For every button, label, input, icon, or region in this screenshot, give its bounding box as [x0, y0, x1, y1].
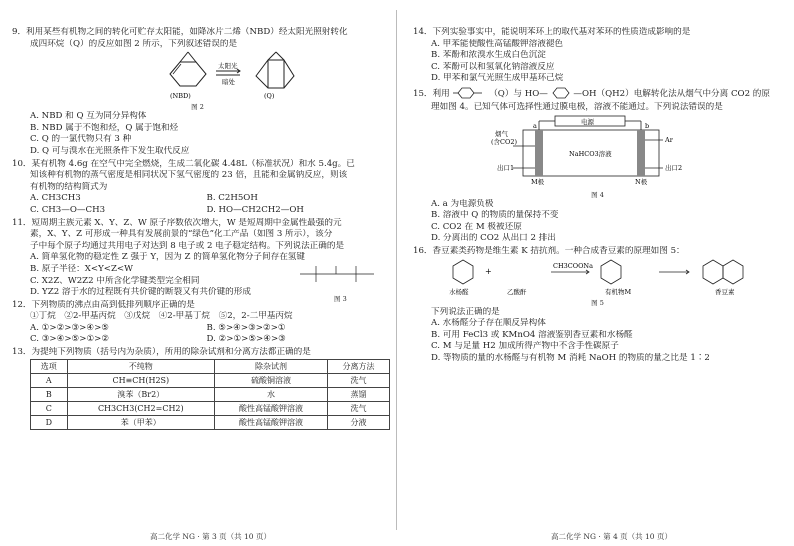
q15-option-c: C. CO2 在 M 极被还原 [431, 221, 522, 232]
q14-stem: 14．下列实验事实中，能说明苯环上的取代基对苯环的性质造成影响的是 [413, 27, 691, 37]
q14-option-d: D. 甲苯和氯气光照生成甲基环己烷 [431, 73, 564, 84]
outlet-1: 出口1 [497, 163, 515, 172]
table-cell: 酸性高锰酸钾溶液 [215, 415, 328, 429]
salicylaldehyde-ring [453, 260, 473, 284]
q14-option-a: A. 甲苯能使酸性高锰酸钾溶液褪色 [431, 38, 563, 49]
q13-stem: 13．为提纯下列物质（括号内为杂质），所用的除杂试剂和分离方法都正确的是 [12, 347, 311, 358]
table-row [31, 373, 390, 387]
q16-lead: 下列说法正确的是 [431, 306, 500, 317]
q14-option-c: C. 苯酚可以和氢氧化钠溶液反应 [431, 61, 555, 72]
salicylaldehyde-label: 水杨醛 [449, 287, 469, 296]
figure-4-caption: 图 4 [591, 190, 604, 199]
coumarin-label: 香豆素 [715, 287, 735, 296]
nbd-label: (NBD) [170, 92, 191, 101]
table-row [31, 401, 390, 415]
q11-stem-2: 素，X、Y、Z 可形成一种具有发展前景的“绿色”化工产品（如图 3 所示），该分 [30, 229, 333, 240]
table-row [31, 387, 390, 401]
power-label: 电源 [581, 117, 594, 126]
right-page [397, 0, 794, 546]
q16-stem: 16．香豆素类药物是维生素 K 拮抗剂。一种合成香豆素的原理如图 5： [413, 245, 685, 256]
q10-stem-2: 知该种有机物的蒸气密度是相同状况下氢气密度的 23 倍，且能和金属钠反应，则该 [30, 170, 348, 181]
q12-items: ①丁烷 ②2-甲基丙烷 ③戊烷 ④2-甲基丁烷 ⑤2，2-二甲基丙烷 [30, 311, 293, 322]
compound-m-ring [601, 260, 621, 284]
figure-4 [413, 114, 783, 190]
q13-table [30, 359, 390, 430]
q11-option-d: D. YZ2 溶于水的过程既有共价键的断裂又有共价键的形成 [30, 287, 251, 298]
table-cell: D [31, 415, 68, 429]
arrow-bottom-label: 暗处 [222, 78, 235, 87]
table-cell: 水 [215, 387, 328, 401]
arrow-top-label: 太阳光 [218, 62, 238, 71]
coumarin-ring-2 [723, 260, 743, 284]
q15-stem-2: 理如图 4。已知气体可选择性通过膜电极，溶液不能通过。下列说法错误的是 [431, 101, 723, 112]
q-label: (Q) [264, 92, 275, 101]
figure-2-caption: 图 2 [191, 103, 204, 112]
q15-option-d: D. 分离出的 CO2 从出口 2 排出 [431, 233, 556, 244]
q10-option-c: C. CH3—O—CH3 [30, 204, 106, 215]
q11-option-b: B. 原子半径：X<Y<Z<W [30, 263, 133, 274]
n-electrode-label: N极 [635, 177, 648, 186]
acetic-anhydride-label: 乙酸酐 [507, 287, 527, 296]
q15-option-b: B. 溶液中 Q 的物质的量保持不变 [431, 210, 559, 221]
q12-option-b: B. ⑤>④>③>②>① [206, 322, 286, 333]
q9-stem-2: 成四环烷（Q）的反应如图 2 所示，下列叙述错误的是 [30, 38, 238, 49]
q-structure [256, 52, 294, 88]
table-cell: 苯（甲苯） [67, 415, 214, 429]
inlet-flue-gas: 烟气 [495, 129, 508, 138]
solution-label: NaHCO3溶液 [569, 149, 612, 158]
q15-stem-1 [413, 86, 782, 102]
table-cell: 溴苯（Br2） [67, 387, 214, 401]
table-header: 除杂试剂 [215, 359, 328, 373]
figure-5 [413, 258, 783, 298]
terminal-b: b [645, 121, 650, 130]
table-cell: CH3CH3(CH2=CH2) [67, 401, 214, 415]
table-row [31, 415, 390, 429]
svg-text:+: + [485, 266, 492, 276]
q9-stem-1: 9．利用某些有机物之间的转化可贮存太阳能，如降冰片二烯（NBD）经太阳光照射转化 [12, 27, 348, 37]
n-electrode [637, 130, 645, 176]
q12-option-d: D. ②>①>⑤>④>③ [206, 334, 286, 345]
q12-option-c: C. ③>④>⑤>①>② [30, 334, 110, 345]
q9-option-c: C. Q 的一氯代物只有 3 种 [30, 134, 132, 145]
table-cell: 洗气 [327, 373, 389, 387]
q15-stem-c: —OH（QH2）电解转化法从烟气中分离 CO2 的原 [573, 88, 770, 99]
table-header: 分离方法 [327, 359, 389, 373]
q-molecule [452, 87, 486, 99]
q16-option-c: C. M 与足量 H2 加成所得产物中不含手性碳原子 [431, 341, 619, 352]
q9-option-a: A. NBD 和 Q 互为同分异构体 [30, 111, 147, 122]
q14-option-b: B. 苯酚和浓溴水生成白色沉淀 [431, 50, 546, 61]
table-cell: 酸性高锰酸钾溶液 [215, 401, 328, 415]
q9-option-b: B. NBD 属于不饱和烃，Q 属于饱和烃 [30, 122, 179, 133]
right-page-footer: 高二化学 NG · 第 4 页（共 10 页） [551, 532, 672, 541]
q10-option-a: A. CH3CH3 [30, 193, 81, 204]
table-header: 不纯物 [67, 359, 214, 373]
nbd-structure [170, 52, 206, 86]
table-cell: 蒸馏 [327, 387, 389, 401]
figure-3 [294, 260, 384, 294]
table-cell: A [31, 373, 68, 387]
m-electrode-label: M极 [531, 177, 545, 186]
table-cell: B [31, 387, 68, 401]
q16-option-a: A. 水杨醛分子存在顺反异构体 [431, 318, 546, 329]
catalyst-label: CH3COONa [553, 261, 593, 270]
q11-stem-1: 11．短周期主族元素 X、Y、Z、W 原子序数依次增大，W 是短周期中金属性最强的元 [12, 217, 342, 228]
q15-option-a: A. a 为电源负极 [431, 198, 494, 209]
q15-stem-b: （Q）与 HO— [489, 88, 548, 99]
q16-option-b: B. 可用 FeCl3 或 KMnO4 溶液鉴别香豆素和水杨醛 [431, 329, 633, 340]
inlet-co2: (含CO2) [491, 137, 518, 146]
q15-stem-a: 15．利用 [413, 88, 450, 99]
terminal-a: a [533, 121, 537, 130]
q10-option-d: D. HO—CH2CH2—OH [206, 204, 304, 215]
figure-2 [12, 50, 382, 102]
figure-3-caption: 图 3 [334, 295, 347, 304]
q11-option-c: C. X2Z、W2Z2 中所含化学键类型完全相同 [30, 275, 200, 286]
compound-m-label: 有机物M [605, 287, 632, 296]
table-cell: 分液 [327, 415, 389, 429]
argon-inlet: Ar [665, 135, 673, 144]
table-header-row [31, 359, 390, 373]
q10-stem-3: 有机物的结构简式为 [30, 181, 108, 192]
table-cell: 洗气 [327, 401, 389, 415]
table-cell: C [31, 401, 68, 415]
m-electrode [535, 130, 543, 176]
coumarin-ring-1 [703, 260, 723, 284]
q9-option-d: D. Q 可与溴水在光照条件下发生取代反应 [30, 145, 190, 156]
qh2-ring [551, 87, 571, 99]
q11-option-a: A. 简单氢化物的稳定性 Z 强于 Y，因为 Z 的简单氢化物分子间存在氢键 [30, 252, 305, 263]
table-cell: 硫酸铜溶液 [215, 373, 328, 387]
figure-5-caption: 图 5 [591, 298, 604, 307]
q10-option-b: B. C2H5OH [206, 193, 258, 204]
q12-option-a: A. ①>②>③>④>⑤ [30, 322, 109, 333]
left-page-footer: 高二化学 NG · 第 3 页（共 10 页） [150, 532, 271, 541]
table-cell: CH≡CH(H2S) [67, 373, 214, 387]
q12-stem: 12．下列物质的沸点由高到低排列顺序正确的是 [12, 299, 195, 310]
q16-option-d: D. 等物质的量的水杨醛与有机物 M 消耗 NaOH 的物质的量之比是 1∶2 [431, 352, 710, 363]
outlet-2: 出口2 [665, 163, 683, 172]
q11-stem-3: 子中每个原子均通过共用电子对达到 8 电子或 2 电子稳定结构。下列说法正确的是 [30, 240, 345, 251]
q10-stem-1: 10．某有机物 4.6g 在空气中完全燃烧，生成二氧化碳 4.48L（标准状况）和水 5.4g。已 [12, 158, 355, 169]
table-header: 选项 [31, 359, 68, 373]
